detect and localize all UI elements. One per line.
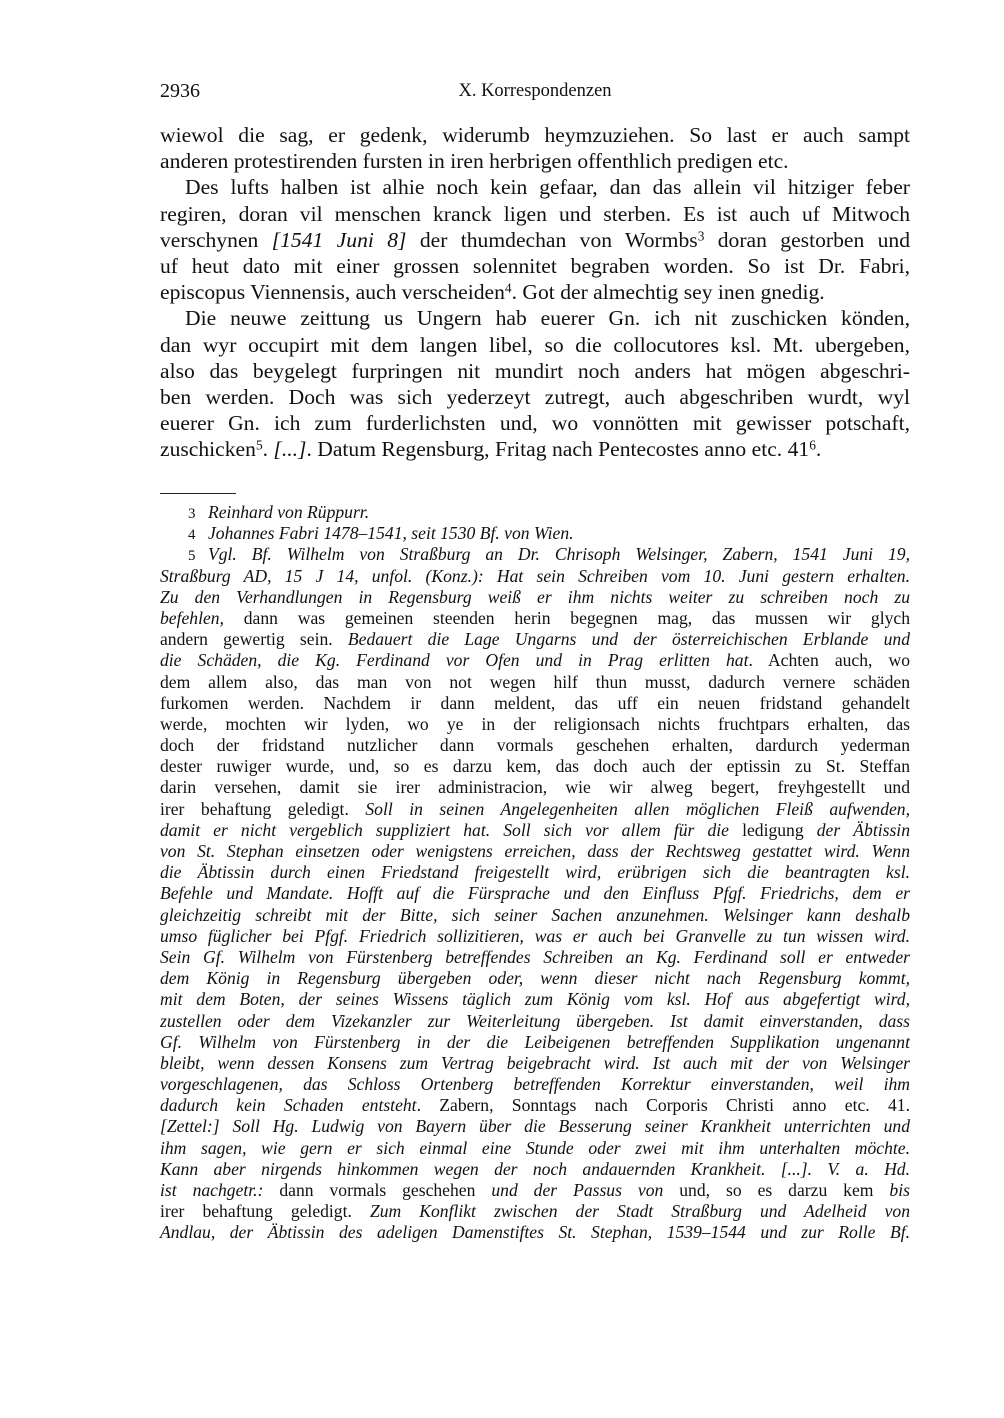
text-segment: und, so es darzu kem xyxy=(679,1180,890,1200)
footnote-line xyxy=(160,947,910,968)
running-title: X. Korrespondenzen xyxy=(458,81,612,101)
footnote-line xyxy=(160,1032,910,1053)
text-line xyxy=(160,253,910,279)
italic-text: der Äbtissin xyxy=(816,819,910,840)
text-segment: dem allem also, das man von not wegen hilf thun musst, dadurch vernere schäden xyxy=(160,671,910,692)
text-segment: . Achten auch, wo xyxy=(748,650,910,671)
italic-text: Vgl. Bf. Wilhelm von Straßburg an Dr. Chrisoph Welsinger, Zabern, 1541 Juni 19, xyxy=(208,544,910,565)
text-line xyxy=(160,148,910,174)
footnote-line xyxy=(160,693,910,714)
italic-text: Kann aber nirgends hinkommen wegen der noch andauernden Krankheit. [...]. V. a. Hd. xyxy=(160,1158,910,1179)
text-segment: zuschicken xyxy=(160,437,256,462)
paragraph xyxy=(160,122,910,174)
footnote-reference[interactable]: 4 xyxy=(504,280,512,296)
text-segment: irer behaftung geledigt. xyxy=(160,798,366,819)
footnote-line xyxy=(160,672,910,693)
footnote-line xyxy=(160,587,910,608)
text-segment: furkomen werden. Nachdem ir dann meldent, das uff ein neuen fridstand gehandelt xyxy=(160,692,910,713)
italic-text: Gf. Wilhelm von Fürstenberg in der die Leibeigenen betreffenden Supplikation ungenannt xyxy=(160,1031,910,1052)
footnote-4 xyxy=(160,523,910,544)
italic-text: die Schäden, die Kg. Ferdinand vor Ofen und in Prag erlitten hat xyxy=(160,650,749,671)
footnote-3 xyxy=(160,502,910,523)
footnote-line xyxy=(160,1053,910,1074)
text-segment: . xyxy=(262,437,274,462)
italic-text: umso füglicher bei Pfgf. Friedrich sollizitieren, was er auch bei Granvelle zu tun wissen wird. xyxy=(160,925,910,946)
footnote-line xyxy=(160,926,910,947)
italic-text: Straßburg AD, 15 J 14, unfol. (Konz.): Hat sein Schreiben vom 10. Juni gestern erhalten. xyxy=(160,565,910,586)
page-number: 2936 xyxy=(160,80,200,102)
text-segment: . Got der almechtig sey inen gnedig. xyxy=(511,280,825,305)
italic-text: Johannes Fabri 1478–1541, seit 1530 Bf. von Wien. xyxy=(208,523,574,544)
text-segment: , dann was gemeinen steenden herin begegnen mag, das mussen wir glych xyxy=(219,607,910,628)
footnote-line xyxy=(160,502,910,523)
footnote-line xyxy=(160,1159,910,1180)
italic-text: ihm sagen, wie gern er sich einmal eine Stunde oder zwei mit ihm unterhalten möchte. xyxy=(160,1137,910,1158)
footnote-line xyxy=(160,566,910,587)
text-segment: darin versehen, damit sie irer administracion, wie wir alweg begert, freyhgestellt und xyxy=(160,777,910,798)
text-segment: Die neuwe zeittung us Ungern hab euerer Gn. ich nit zuschicken könden, xyxy=(185,306,910,331)
footnote-number: 4 xyxy=(188,527,196,544)
text-segment: also das beygelegt furpringen nit mundirt noch anders hat mögen abgeschri- xyxy=(160,358,910,383)
italic-text: Zum Konflikt zwischen der Stadt Straßburg und Adelheid von xyxy=(369,1201,911,1222)
text-segment: doch der fridstand nutzlicher dann vormals geschehen erhalten, dardurch yederman xyxy=(160,735,910,756)
paragraph xyxy=(160,305,910,462)
paragraph xyxy=(160,174,910,305)
text-segment: Des lufts halben ist alhie noch kein gefaar, dan das allein vil hitziger feber xyxy=(185,175,910,200)
footnote-line xyxy=(160,841,910,862)
footnote-line xyxy=(160,799,910,820)
italic-text: Sein Gf. Wilhelm von Fürstenberg betreffendes Schreiben an Kg. Ferdinand soll er entweder xyxy=(160,946,910,967)
italic-text: Befehle und Mandate. Hofft auf die Fürsprache und den Einfluss Pfgf. Friedrichs, dem er xyxy=(160,883,910,904)
text-line xyxy=(160,279,910,305)
italic-text: bleibt, wenn dessen Konsens zum Vertrag beigebracht wird. Ist auch mit der von Welsinger xyxy=(160,1052,910,1073)
text-segment: dester ruwiger wurde, und, so es darzu kem, das doch auch der eptissin zu St. Steffan xyxy=(160,756,910,777)
footnote-number: 5 xyxy=(188,548,196,565)
italic-text: mit dem Boten, der seines Wissens täglich zum König vom ksl. Hof aus abgefertigt wird, xyxy=(160,989,910,1010)
page-header xyxy=(160,80,910,106)
italic-text: [...] xyxy=(273,437,307,462)
footnote-line xyxy=(160,629,910,650)
text-line xyxy=(160,201,910,227)
text-segment: wiewol die sag, er gedenk, widerumb heymzuziehen. So last er auch sampt xyxy=(160,123,910,147)
italic-text: die Äbtissin durch einen Friedstand freigestellt wird, erübrigen sich die beantragten ksl. xyxy=(160,862,910,883)
footnote-reference[interactable]: 6 xyxy=(809,437,816,453)
footnote-line xyxy=(160,820,910,841)
italic-text: ist nachgetr.: xyxy=(160,1180,280,1200)
text-line xyxy=(160,384,910,410)
footnote-5 xyxy=(160,544,910,1243)
footnote-divider xyxy=(160,493,236,494)
footnote-line xyxy=(160,1201,910,1222)
footnote-reference[interactable]: 3 xyxy=(697,228,705,244)
italic-text: damit er nicht vergeblich suppliziert hat. Soll sich vor allem für die xyxy=(160,819,743,840)
text-line xyxy=(160,174,910,200)
footnote-line xyxy=(160,777,910,798)
main-text xyxy=(160,122,910,462)
footnote-line xyxy=(160,544,910,565)
text-segment: . xyxy=(815,437,822,462)
footnote-line xyxy=(160,883,910,904)
text-line xyxy=(160,122,910,148)
footnotes xyxy=(160,502,910,1244)
footnote-line xyxy=(160,735,910,756)
footnote-line xyxy=(160,756,910,777)
italic-text: und der Passus von xyxy=(491,1180,680,1200)
text-segment: anderen protestirenden fursten in iren herbrigen offenthlich predigen etc. xyxy=(160,149,789,174)
footnote-line xyxy=(160,1180,910,1201)
italic-text: vorgeschlagenen, das Schloss Ortenberg betreffenden Korrektur einverstanden, weil ihm xyxy=(160,1074,910,1095)
text-segment: doran gestorben und xyxy=(704,227,911,252)
text-segment: euerer Gn. ich zum furderlichsten und, wo vonnötten mit gewisser potschaft, xyxy=(160,411,910,436)
italic-text: [Zettel:] Soll Hg. Ludwig von Bayern über die Besserung seiner Krankheit unterrichten und xyxy=(160,1116,910,1137)
footnote-number: 3 xyxy=(188,506,196,522)
text-segment: uf heut dato mit einer grossen solennitet begraben worden. So ist Dr. Fabri, xyxy=(160,253,910,278)
text-line xyxy=(160,358,910,384)
footnote-line xyxy=(160,1222,910,1243)
footnote-line xyxy=(160,968,910,989)
text-line xyxy=(160,305,910,331)
footnote-line xyxy=(160,1011,910,1032)
italic-text: Andlau, der Äbtissin des adeligen Damenstiftes St. Stephan, 1539–1544 und zur Rolle Bf. xyxy=(160,1222,910,1243)
italic-text: befehlen xyxy=(160,607,220,628)
text-segment: regiren, doran vil menschen kranck ligen und sterben. Es ist auch uf Mitwoch xyxy=(160,201,910,226)
footnote-line xyxy=(160,523,910,544)
text-line xyxy=(160,436,910,462)
footnote-line xyxy=(160,714,910,735)
italic-text: [1541 Juni 8] xyxy=(271,227,407,252)
italic-text: Bedauert die Lage Ungarns und der österreichischen Erblande und xyxy=(347,629,910,650)
footnote-line xyxy=(160,1138,910,1159)
italic-text: Zu den Verhandlungen in Regensburg weiß er ihm nichts weiter zu schreiben noch zu xyxy=(160,586,910,607)
text-segment: andern gewertig sein. xyxy=(160,629,348,650)
footnote-line xyxy=(160,1116,910,1137)
footnote-line xyxy=(160,1095,910,1116)
text-segment: irer behaftung geledigt. xyxy=(160,1201,370,1222)
text-segment: dan wyr occupirt mit dem langen libel, so die collocutores ksl. Mt. ubergeben, xyxy=(160,332,910,357)
footnote-line xyxy=(160,862,910,883)
text-segment: werde, mochten wir lyden, wo ye in der religionsach nichts fruchtpars erhalten, das xyxy=(160,713,910,734)
text-segment: der thumdechan von Wormbs xyxy=(406,227,698,252)
italic-text: bis xyxy=(889,1180,910,1200)
text-segment: episcopus Viennensis, auch verscheiden xyxy=(160,280,505,305)
italic-text: dadurch kein Schaden entsteht xyxy=(160,1095,417,1116)
text-line xyxy=(160,227,910,253)
italic-text: von St. Stephan einsetzen oder wenigstens erreichen, dass der Rechtsweg gestattet wird. Wenn xyxy=(160,841,910,861)
text-line xyxy=(160,332,910,358)
text-segment: ben werden. Doch was sich yederzeyt zutregt, auch abgeschriben wurdt, wyl xyxy=(160,384,910,409)
footnote-reference[interactable]: 5 xyxy=(255,437,263,453)
text-segment: ledigung xyxy=(742,819,817,840)
italic-text: gleichzeitig schreibt mit der Bitte, sich seiner Sachen anzunehmen. Welsinger kann deshalb xyxy=(160,904,910,925)
footnote-line xyxy=(160,989,910,1010)
italic-text: Soll in seinen Angelegenheiten allen möglichen Fleiß aufwenden, xyxy=(365,798,910,819)
text-segment: dann vormals geschehen xyxy=(279,1180,492,1200)
text-segment: verschynen xyxy=(160,227,272,252)
text-line xyxy=(160,410,910,436)
footnote-line xyxy=(160,1074,910,1095)
footnote-line xyxy=(160,650,910,671)
italic-text: Reinhard von Rüppurr. xyxy=(208,502,370,522)
footnote-line xyxy=(160,905,910,926)
italic-text: dem König in Regensburg übergeben oder, wenn dieser nicht nach Regensburg kommt, xyxy=(160,968,910,989)
footnote-line xyxy=(160,608,910,629)
text-segment: . Datum Regensburg, Fritag nach Pentecostes anno etc. 41 xyxy=(306,437,810,462)
text-segment: . Zabern, Sonntags nach Corporis Christi anno etc. 41. xyxy=(416,1095,910,1116)
italic-text: zustellen oder dem Vizekanzler zur Weiterleitung übergeben. Ist damit einverstanden, dass xyxy=(160,1010,910,1031)
